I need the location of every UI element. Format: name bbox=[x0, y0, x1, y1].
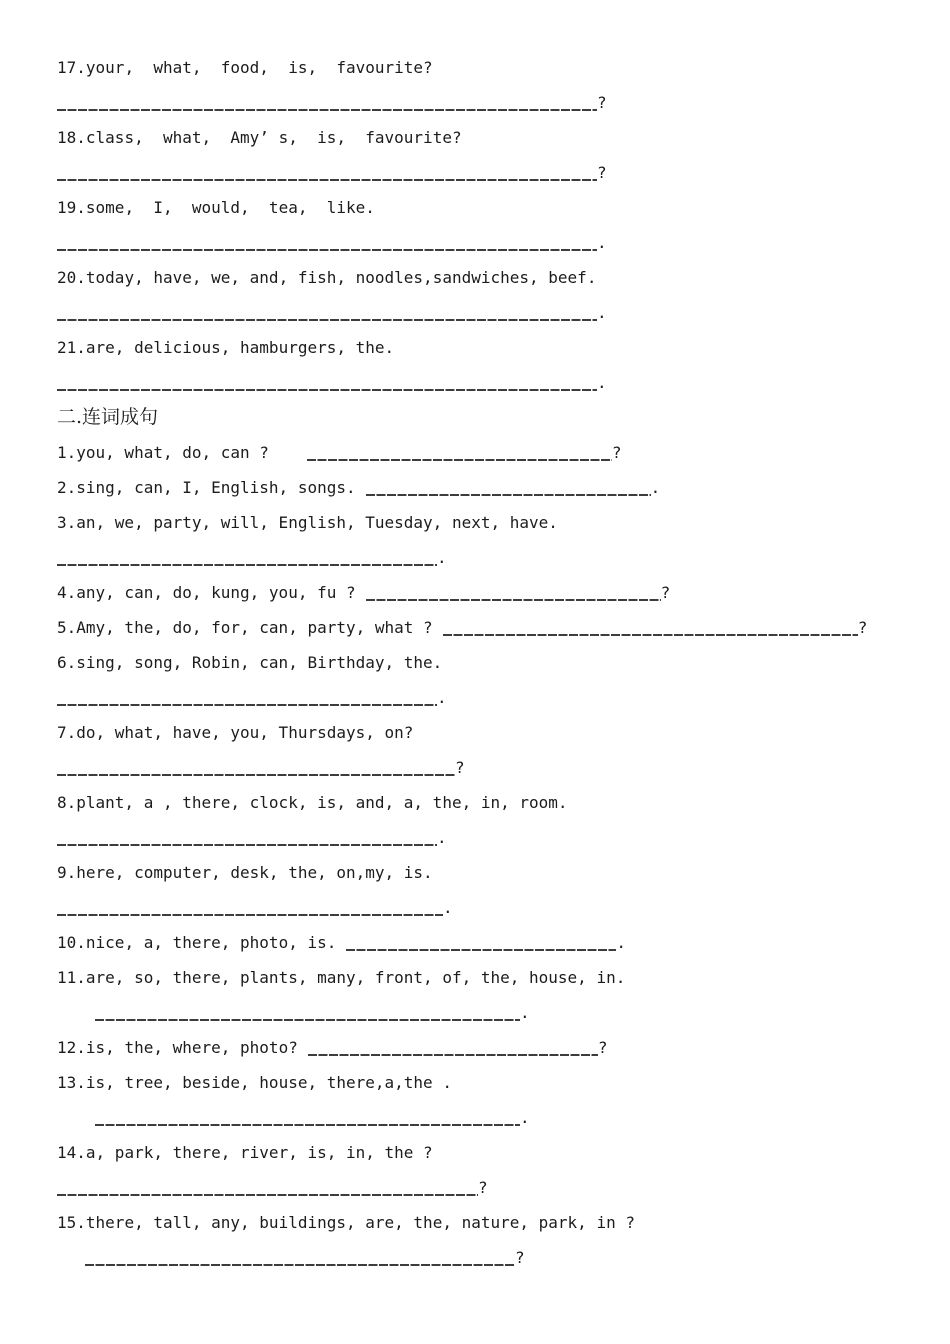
answer-blank[interactable] bbox=[85, 1250, 515, 1266]
section-unscramble-1 bbox=[57, 50, 910, 400]
item-number: 19. bbox=[57, 198, 86, 217]
item-words: you, what, do, can ? bbox=[76, 443, 269, 462]
item-words: is, the, where, photo? bbox=[85, 1038, 298, 1057]
item-words: Amy, the, do, for, can, party, what ? bbox=[76, 618, 433, 637]
blank-punct: ? bbox=[515, 1248, 525, 1267]
exercise-item-8 bbox=[57, 785, 910, 820]
answer-blank[interactable] bbox=[57, 830, 437, 846]
blank-punct: ? bbox=[857, 618, 868, 637]
answer-blank-row-6 bbox=[57, 680, 910, 715]
answer-blank-row-8 bbox=[57, 820, 910, 855]
item-number: 5. bbox=[57, 618, 77, 637]
answer-blank[interactable] bbox=[95, 1110, 520, 1126]
item-words: here, computer, desk, the, on,my, is. bbox=[76, 863, 433, 882]
answer-blank[interactable] bbox=[57, 550, 437, 566]
answer-blank[interactable] bbox=[57, 1180, 478, 1196]
item-words: a, park, there, river, is, in, the ? bbox=[85, 1143, 433, 1162]
exercise-item-2 bbox=[57, 470, 910, 505]
exercise-item-14 bbox=[57, 1135, 910, 1170]
exercise-item-11 bbox=[57, 960, 910, 995]
exercise-item-1 bbox=[57, 435, 910, 470]
answer-blank-row-7 bbox=[57, 750, 910, 785]
blank-punct: . bbox=[437, 688, 447, 707]
item-number: 4. bbox=[57, 583, 77, 602]
answer-blank[interactable] bbox=[307, 445, 612, 461]
answer-blank[interactable] bbox=[366, 480, 651, 496]
exercise-item-21 bbox=[57, 330, 910, 365]
item-number: 6. bbox=[57, 653, 77, 672]
blank-punct: ? bbox=[611, 443, 622, 462]
item-number: 18. bbox=[57, 128, 86, 147]
blank-punct: . bbox=[616, 933, 626, 952]
item-number: 20. bbox=[57, 268, 86, 287]
answer-blank-row-15 bbox=[57, 1240, 910, 1275]
exercise-item-6 bbox=[57, 645, 910, 680]
blank-punct: . bbox=[520, 1108, 530, 1127]
exercise-item-7 bbox=[57, 715, 910, 750]
answer-blank[interactable] bbox=[57, 235, 597, 251]
answer-blank[interactable] bbox=[57, 690, 437, 706]
item-number: 3. bbox=[57, 513, 77, 532]
answer-blank-row-11 bbox=[57, 995, 910, 1030]
answer-blank-row-13 bbox=[57, 1100, 910, 1135]
item-number: 7. bbox=[57, 723, 77, 742]
item-number: 17. bbox=[57, 58, 86, 77]
answer-blank-row-14 bbox=[57, 1170, 910, 1205]
blank-punct: ? bbox=[478, 1178, 488, 1197]
item-number: 21. bbox=[57, 338, 86, 357]
item-number: 1. bbox=[57, 443, 77, 462]
item-number: 8. bbox=[57, 793, 77, 812]
blank-punct: ? bbox=[597, 93, 607, 112]
answer-blank[interactable] bbox=[443, 620, 858, 636]
blank-punct: ? bbox=[455, 758, 465, 777]
exercise-item-12 bbox=[57, 1030, 910, 1065]
blank-punct: ? bbox=[660, 583, 671, 602]
exercise-item-18 bbox=[57, 120, 910, 155]
item-number: 9. bbox=[57, 863, 77, 882]
exercise-item-15 bbox=[57, 1205, 910, 1240]
blank-punct: . bbox=[443, 898, 453, 917]
item-number: 15. bbox=[57, 1213, 86, 1232]
exercise-item-17 bbox=[57, 50, 910, 85]
item-number: 11. bbox=[57, 968, 86, 987]
answer-blank[interactable] bbox=[57, 95, 597, 111]
item-words: nice, a, there, photo, is. bbox=[85, 933, 337, 952]
exercise-item-20 bbox=[57, 260, 910, 295]
answer-blank-row-19 bbox=[57, 225, 910, 260]
item-words: sing, can, I, English, songs. bbox=[76, 478, 356, 497]
item-words: class, what, Amy’ s, is, favourite? bbox=[85, 128, 462, 147]
exercise-item-5 bbox=[57, 610, 910, 645]
item-words: are, so, there, plants, many, front, of, the, house, in. bbox=[85, 968, 626, 987]
answer-blank[interactable] bbox=[95, 1005, 520, 1021]
item-words: any, can, do, kung, you, fu ? bbox=[76, 583, 356, 602]
answer-blank[interactable] bbox=[346, 935, 616, 951]
item-number: 2. bbox=[57, 478, 77, 497]
item-words: do, what, have, you, Thursdays, on? bbox=[76, 723, 414, 742]
item-words: an, we, party, will, English, Tuesday, next, have. bbox=[76, 513, 558, 532]
exercise-item-3 bbox=[57, 505, 910, 540]
blank-punct: . bbox=[437, 548, 447, 567]
blank-punct: ? bbox=[597, 1038, 608, 1057]
blank-punct: . bbox=[597, 303, 607, 322]
item-number: 14. bbox=[57, 1143, 86, 1162]
answer-blank-row-20 bbox=[57, 295, 910, 330]
section-unscramble-2 bbox=[57, 435, 910, 1275]
answer-blank[interactable] bbox=[366, 585, 661, 601]
exercise-item-10 bbox=[57, 925, 910, 960]
answer-blank-row-9 bbox=[57, 890, 910, 925]
section-2-heading: 二.连词成句 bbox=[57, 406, 159, 428]
item-words: some, I, would, tea, like. bbox=[85, 198, 375, 217]
item-number: 12. bbox=[57, 1038, 86, 1057]
item-number: 13. bbox=[57, 1073, 86, 1092]
answer-blank[interactable] bbox=[57, 165, 597, 181]
answer-blank-row-17 bbox=[57, 85, 910, 120]
exercise-item-13 bbox=[57, 1065, 910, 1100]
answer-blank[interactable] bbox=[57, 760, 455, 776]
answer-blank-row-21 bbox=[57, 365, 910, 400]
blank-punct: . bbox=[437, 828, 447, 847]
exercise-item-19 bbox=[57, 190, 910, 225]
item-words: sing, song, Robin, can, Birthday, the. bbox=[76, 653, 443, 672]
blank-punct: . bbox=[520, 1003, 530, 1022]
item-words: there, tall, any, buildings, are, the, nature, park, in ? bbox=[85, 1213, 635, 1232]
item-number: 10. bbox=[57, 933, 86, 952]
answer-blank[interactable] bbox=[57, 900, 443, 916]
item-words: your, what, food, is, favourite? bbox=[85, 58, 433, 77]
item-words: today, have, we, and, fish, noodles,sandwiches, beef. bbox=[85, 268, 597, 287]
item-words: is, tree, beside, house, there,a,the . bbox=[85, 1073, 452, 1092]
exercise-item-4 bbox=[57, 575, 910, 610]
answer-blank-row-3 bbox=[57, 540, 910, 575]
item-words: plant, a , there, clock, is, and, a, the, in, room. bbox=[76, 793, 568, 812]
answer-blank-row-18 bbox=[57, 155, 910, 190]
blank-punct: . bbox=[597, 373, 607, 392]
blank-punct: . bbox=[597, 233, 607, 252]
exercise-item-9 bbox=[57, 855, 910, 890]
answer-blank[interactable] bbox=[308, 1040, 598, 1056]
answer-blank[interactable] bbox=[57, 305, 597, 321]
blank-punct: . bbox=[650, 478, 661, 497]
blank-punct: ? bbox=[597, 163, 607, 182]
item-words: are, delicious, hamburgers, the. bbox=[85, 338, 395, 357]
answer-blank[interactable] bbox=[57, 375, 597, 391]
